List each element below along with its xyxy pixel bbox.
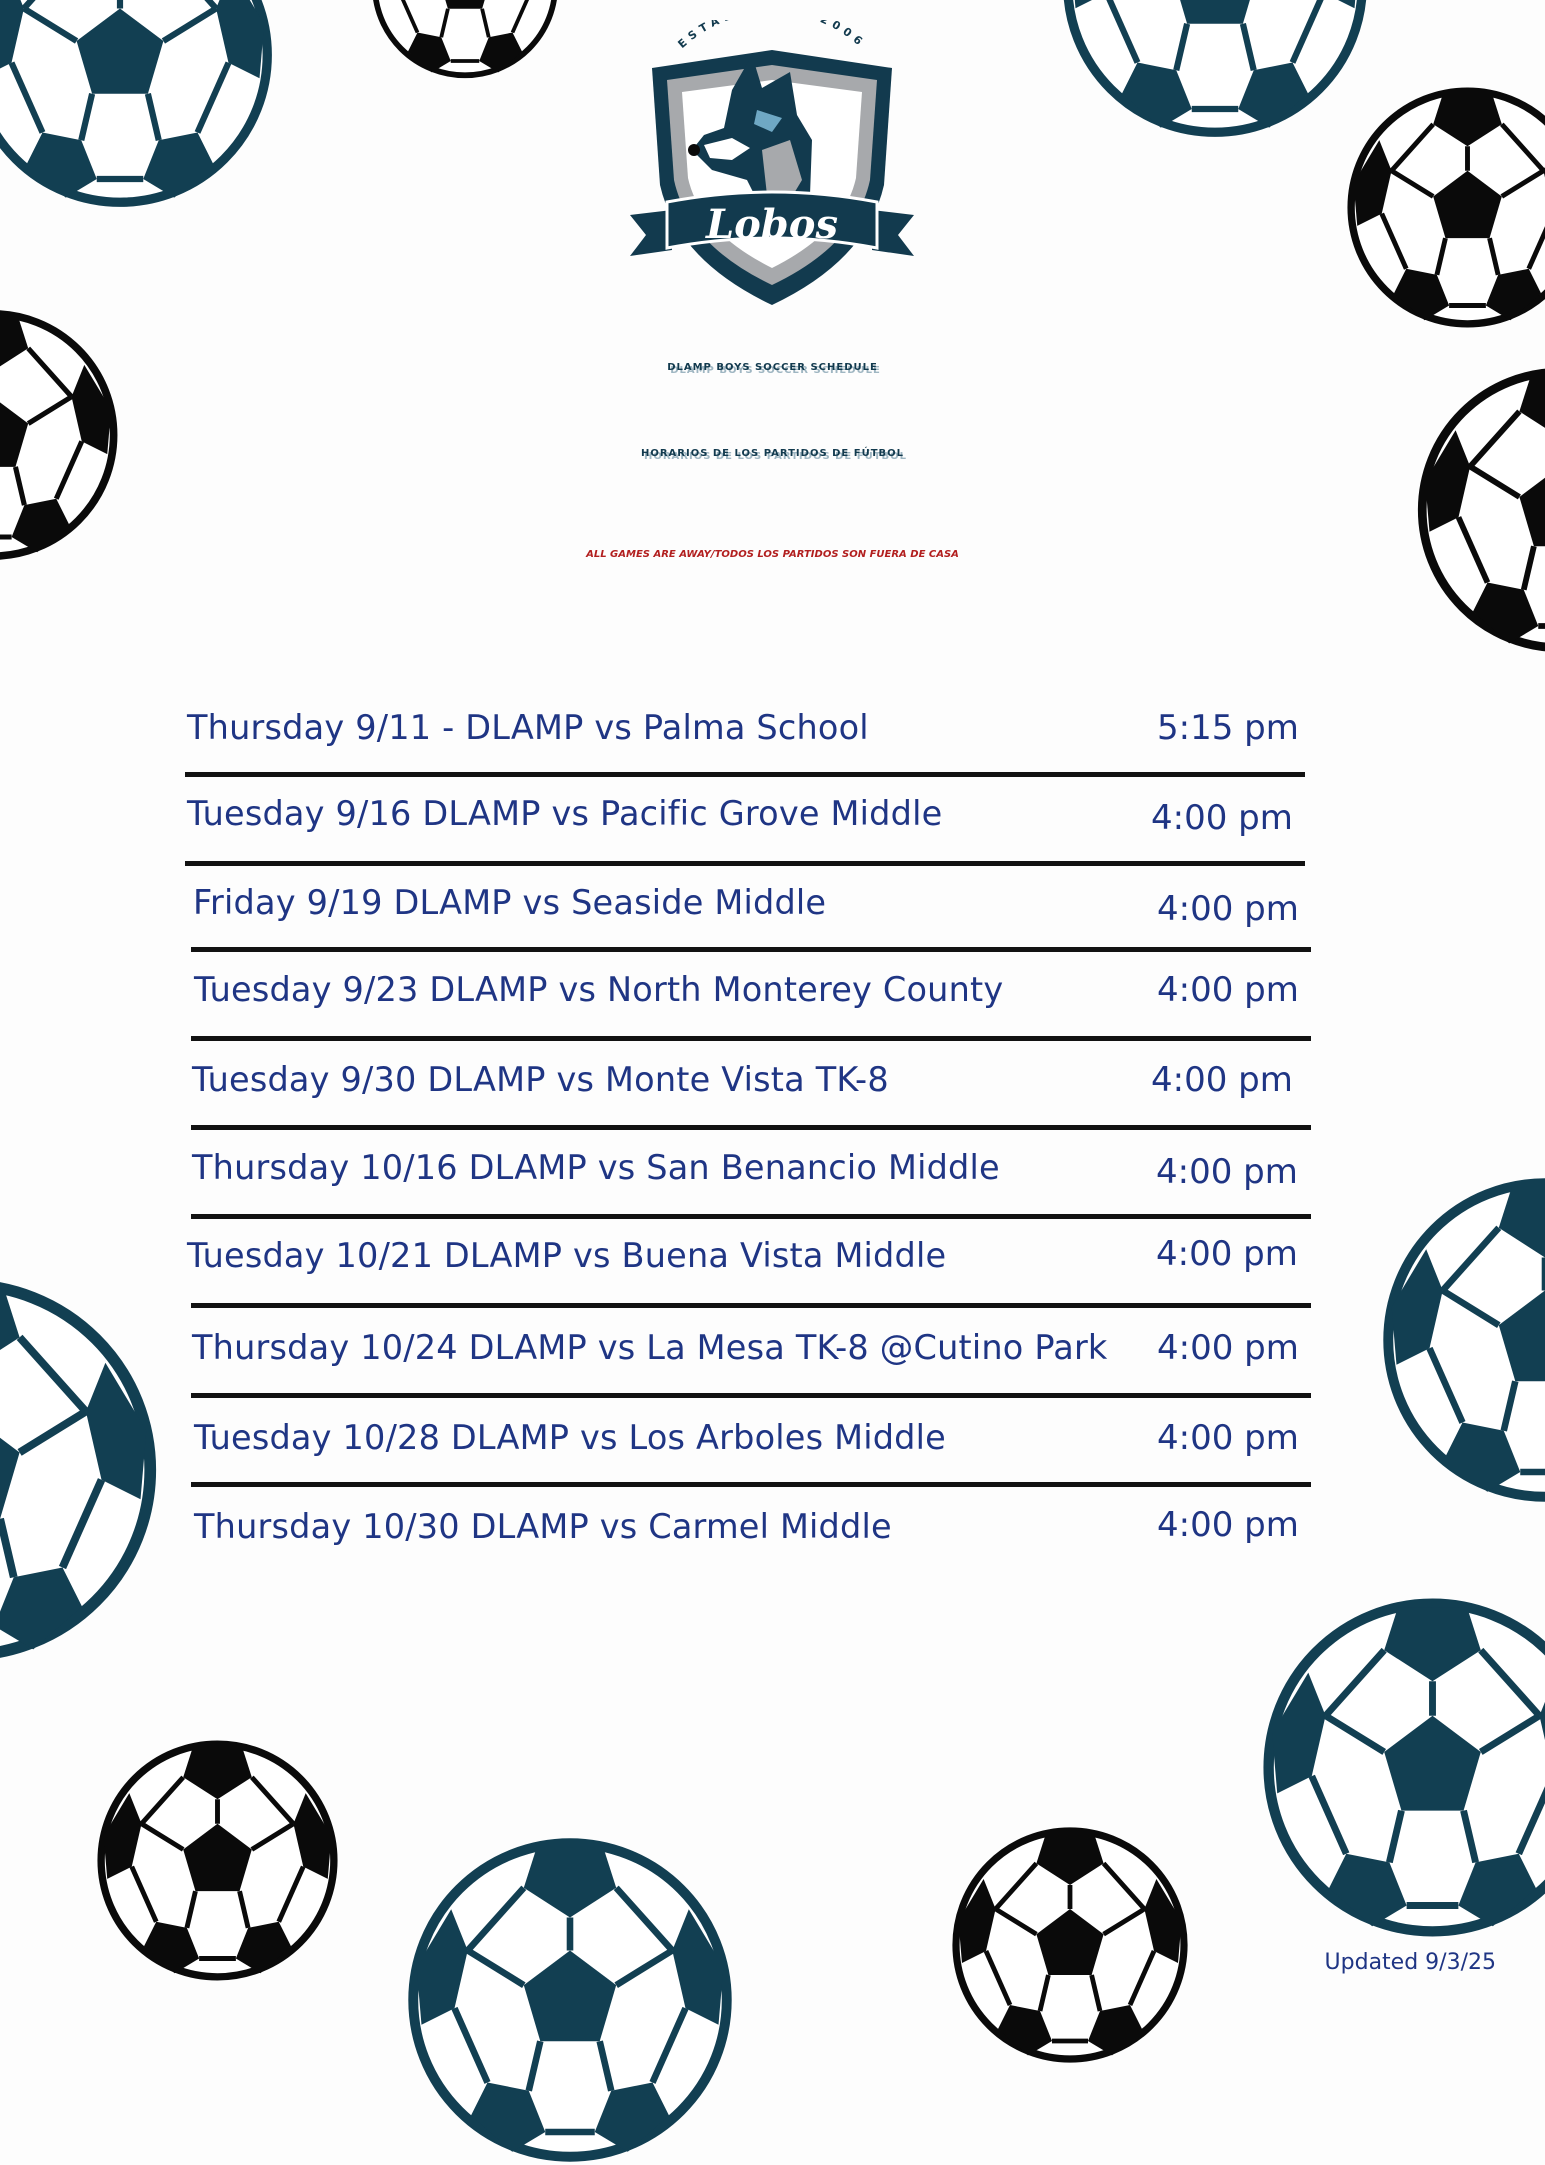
game-time: 4:00 pm (1157, 1505, 1299, 1545)
schedule-row (0, 1418, 1545, 1478)
game-time: 4:00 pm (1157, 1328, 1299, 1368)
soccer-ball-icon (1260, 1595, 1545, 1940)
soccer-ball-icon (0, 0, 300, 210)
row-divider (191, 1482, 1311, 1487)
row-divider (185, 772, 1305, 777)
schedule-row (0, 708, 1545, 768)
schedule-row (0, 883, 1545, 943)
row-divider (191, 1214, 1311, 1219)
game-time: 4:00 pm (1151, 798, 1293, 838)
soccer-ball-icon (0, 295, 120, 575)
row-divider (191, 1125, 1311, 1130)
page-title: DLAMP BOYS SOCCER SCHEDULE (667, 362, 878, 373)
game-matchup: Tuesday 9/30 DLAMP vs Monte Vista TK-8 (192, 1060, 889, 1099)
schedule-row (0, 970, 1545, 1030)
row-divider (191, 1393, 1311, 1398)
game-time: 4:00 pm (1157, 889, 1299, 929)
soccer-ball-icon (355, 0, 575, 80)
game-time: 4:00 pm (1157, 1418, 1299, 1458)
school-logo (612, 20, 932, 310)
row-divider (191, 1036, 1311, 1041)
soccer-ball-icon (950, 1825, 1190, 2065)
logo-banner-text: Lobos (706, 201, 838, 248)
game-time: 4:00 pm (1151, 1060, 1293, 1100)
schedule-row (0, 1328, 1545, 1388)
game-time: 4:00 pm (1157, 970, 1299, 1010)
schedule-row (0, 1236, 1545, 1296)
soccer-ball-icon (405, 1835, 735, 2165)
svg-text:ESTABLISHED 2006 (675, 20, 868, 51)
logo-arc-text: ESTA 2006 (675, 20, 869, 51)
schedule-row (0, 1060, 1545, 1120)
row-divider (185, 861, 1305, 866)
schedule-row (0, 1507, 1545, 1567)
soccer-ball-icon (1345, 85, 1545, 330)
soccer-ball-icon (95, 1738, 340, 1983)
game-matchup: Friday 9/19 DLAMP vs Seaside Middle (193, 883, 827, 922)
game-time: 4:00 pm (1156, 1152, 1298, 1192)
game-time: 4:00 pm (1156, 1234, 1298, 1274)
row-divider (191, 1303, 1311, 1308)
game-matchup: Tuesday 9/23 DLAMP vs North Monterey County (194, 970, 1004, 1009)
row-divider (191, 947, 1311, 952)
game-time: 5:15 pm (1157, 708, 1299, 748)
game-matchup: Tuesday 10/21 DLAMP vs Buena Vista Middle (187, 1236, 947, 1275)
game-matchup: Tuesday 10/28 DLAMP vs Los Arboles Middle (194, 1418, 946, 1457)
game-matchup: Tuesday 9/16 DLAMP vs Pacific Grove Middle (187, 794, 943, 833)
game-matchup: Thursday 9/11 - DLAMP vs Palma School (187, 708, 869, 747)
soccer-ball-icon (1415, 360, 1545, 660)
schedule-row (0, 1148, 1545, 1208)
updated-date: Updated 9/3/25 (1324, 1950, 1496, 1975)
away-games-notice: ALL GAMES ARE AWAY/TODOS LOS PARTIDOS SON FUERA DE CASA (586, 549, 959, 560)
game-matchup: Thursday 10/16 DLAMP vs San Benancio Middle (192, 1148, 1000, 1187)
page-title-spanish: HORARIOS DE LOS PARTIDOS DE FÚTBOL (640, 448, 905, 459)
game-matchup: Thursday 10/30 DLAMP vs Carmel Middle (194, 1507, 892, 1546)
soccer-ball-icon (1045, 0, 1385, 140)
game-matchup: Thursday 10/24 DLAMP vs La Mesa TK-8 @Cutino Park (192, 1328, 1108, 1367)
schedule-row (0, 794, 1545, 854)
